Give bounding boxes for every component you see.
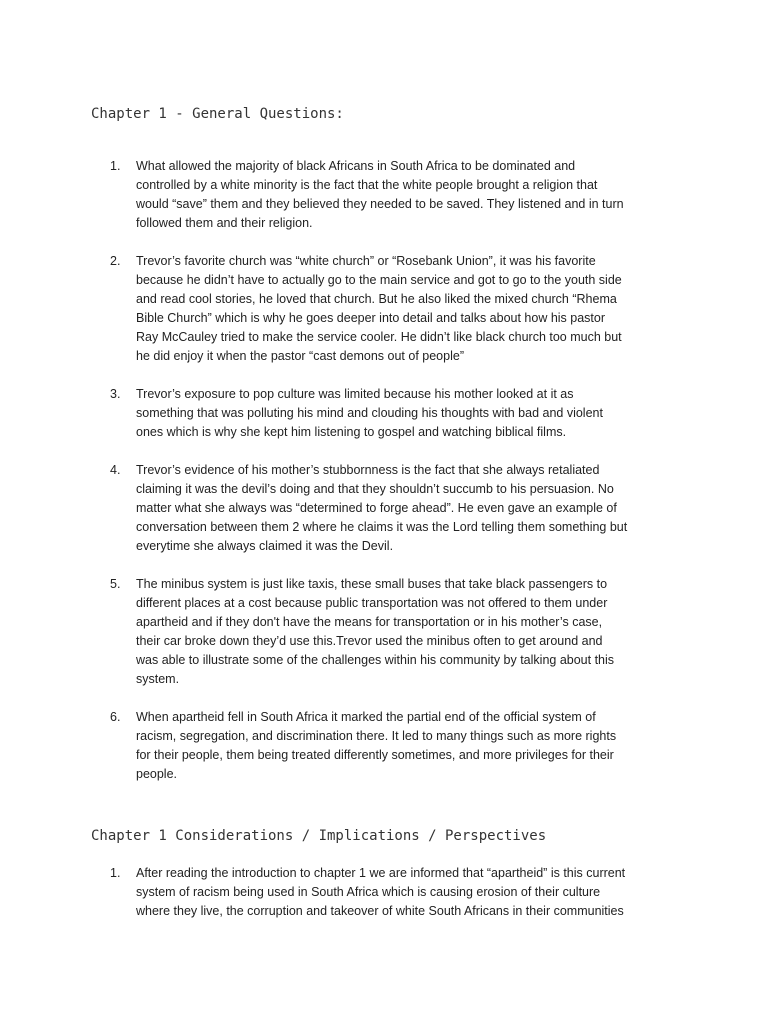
list-item [110,575,682,689]
text-line: matter what she always was “determined to forge ahead”. He even gave an example of [136,501,617,515]
list-item-text [136,461,682,556]
text-line: for their people, them being treated differently sometimes, and more privileges for their [136,748,614,762]
text-line: something that was polluting his mind and clouding his thoughts with bad and violent [136,406,603,420]
list-item [110,708,682,784]
list-item-text [136,864,682,921]
list-item-number: 5. [110,577,121,591]
list-item-text [136,252,682,366]
text-line: Bible Church” which is why he goes deeper into detail and talks about how his pastor [136,311,606,325]
text-line: apartheid and if they don't have the means for transportation or in his mother’s case, [136,615,603,629]
text-line: their car broke down they’d use this.Trevor used the minibus often to get around and [136,634,603,648]
text-line: racism, segregation, and discrimination there. It led to many things such as more rights [136,729,617,743]
text-line: different places at a cost because public transportation was not offered to them under [136,596,608,610]
text-line: The minibus system is just like taxis, these small buses that take black passengers to [136,577,608,591]
text-line: Trevor’s evidence of his mother’s stubbornness is the fact that she always retaliated [136,463,600,477]
text-line: conversation between them 2 where he claims it was the Lord telling them something but [136,520,628,534]
list-item-number: 1. [110,866,121,880]
text-line: and read cool stories, he loved that church. But he also liked the mixed church “Rhema [136,292,617,306]
list-item-number: 1. [110,159,121,173]
list-item [110,252,682,366]
text-line: After reading the introduction to chapter 1 we are informed that “apartheid” is this current [136,866,626,880]
list-item [110,385,682,442]
list-item-number: 2. [110,254,121,268]
text-line: What allowed the majority of black Africans in South Africa to be dominated and [136,159,576,173]
text-line: controlled by a white minority is the fact that the white people brought a religion that [136,178,598,192]
text-line: followed them and their religion. [136,216,313,230]
text-line: he did enjoy it when the pastor “cast demons out of people” [136,349,464,363]
text-line: When apartheid fell in South Africa it marked the partial end of the official system of [136,710,596,724]
list-item-text [136,708,682,784]
section-heading-general-questions: Chapter 1 - General Questions: [91,106,344,122]
text-line: where they live, the corruption and takeover of white South Africans in their communities [136,904,624,918]
text-line: Ray McCauley tried to make the service cooler. He didn’t like black church too much but [136,330,622,344]
text-line: because he didn’t have to actually go to the main service and got to go to the youth side [136,273,622,287]
general-questions-list [110,157,682,803]
list-item [110,461,682,556]
text-line: Trevor’s exposure to pop culture was limited because his mother looked at it as [136,387,574,401]
text-line: system of racism being used in South Africa which is causing erosion of their culture [136,885,601,899]
text-line: everytime she always claimed it was the Devil. [136,539,394,553]
section-heading-considerations: Chapter 1 Considerations / Implications / Perspectives [91,828,547,844]
list-item-number: 6. [110,710,121,724]
list-item-text [136,157,682,233]
list-item-text [136,575,682,689]
list-item [110,157,682,233]
considerations-list [110,864,682,940]
text-line: people. [136,767,178,781]
list-item [110,864,682,921]
list-item-text [136,385,682,442]
text-line: Trevor’s favorite church was “white church” or “Rosebank Union”, it was his favorite [136,254,596,268]
text-line: was able to illustrate some of the challenges within his community by talking about this [136,653,615,667]
list-item-number: 3. [110,387,121,401]
list-item-number: 4. [110,463,121,477]
text-line: would “save” them and they believed they needed to be saved. They listened and in turn [136,197,624,211]
text-line: claiming it was the devil’s doing and that they shouldn’t succumb to his persuasion. No [136,482,614,496]
text-line: ones which is why she kept him listening to gospel and watching biblical films. [136,425,567,439]
text-line: system. [136,672,180,686]
